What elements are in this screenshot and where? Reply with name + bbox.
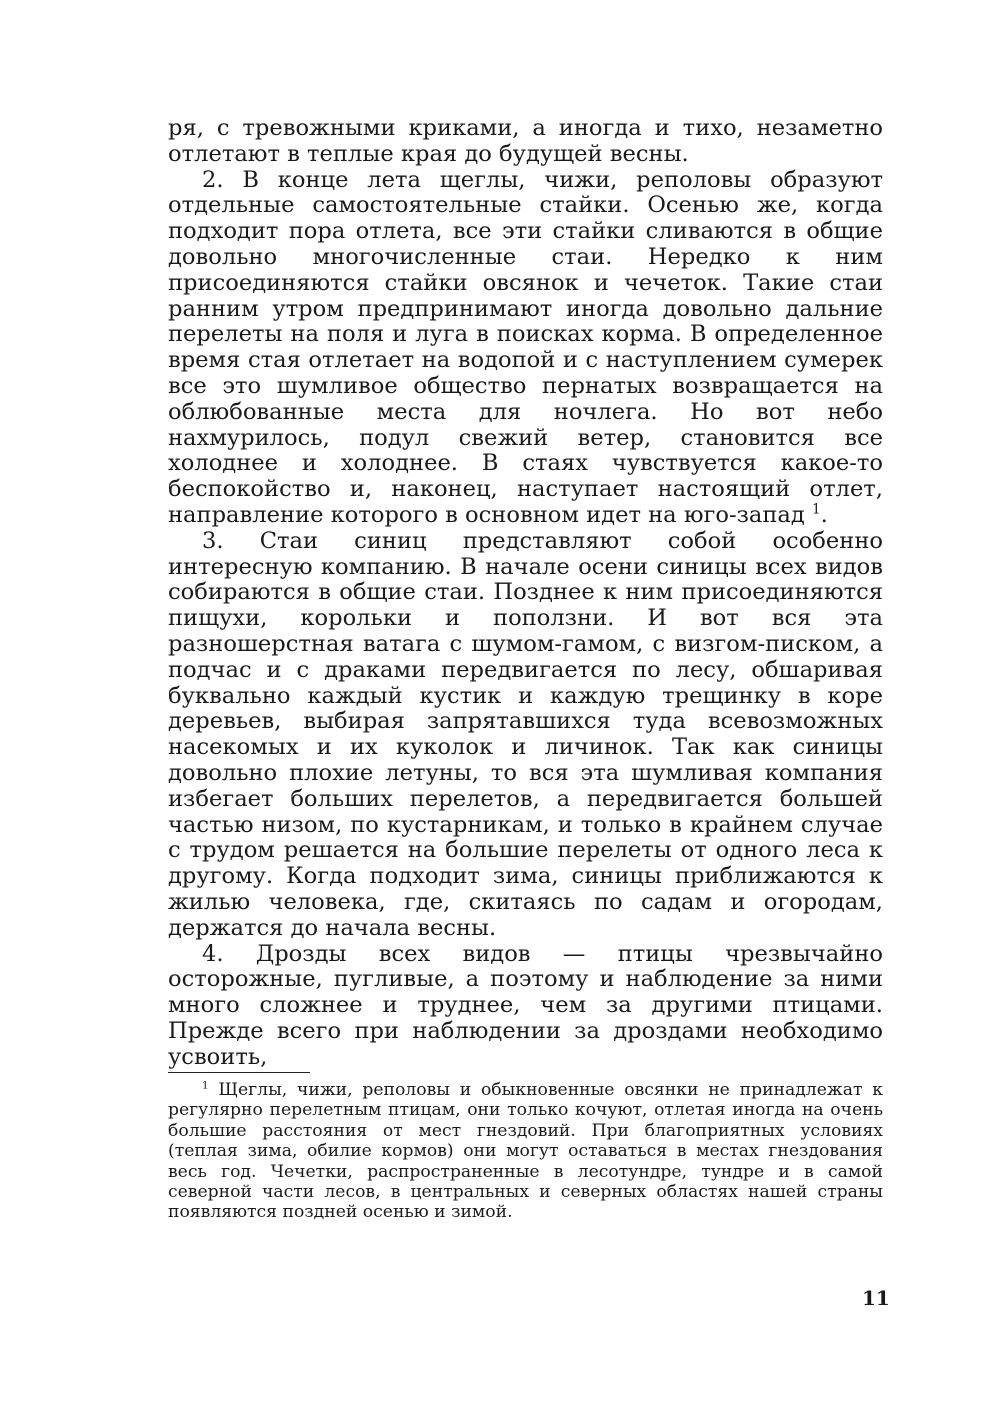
footnote-reference: 1	[812, 501, 821, 518]
footnote-divider	[168, 1072, 310, 1073]
footnote	[168, 1080, 883, 1223]
footnote-text: Щеглы, чижи, реполовы и обыкновенные овсянки не принадлежат к регулярно перелетным птицам, они только кочуют, отлетая иногда на очень большие расстояния от мест гнездовий. При благоприятных условиях (теплая зима, обилие кормов) они могут оставаться в местах гнездования весь год. Чечетки, распространенные в лесотундре, тундре и в самой северной части лесов, в центральных и северных областях нашей страны появляются поздней осенью и зимой.	[168, 1080, 883, 1223]
body-text	[168, 116, 883, 1070]
footnote-marker: 1	[202, 1079, 209, 1092]
paragraph-finches: 2. В конце лета щеглы, чижи, реполовы образуют отдельные самостоятельные стайки. Осенью же, когда подходит пора отлета, все эти стайки сливаются в общие довольно многочисленные стаи. Нередко к ним присоединяются стайки овсянок и чечеток. Такие стаи ранним утром предпринимают иногда довольно дальние перелеты на поля и луга в поисках корма. В определенное время стая отлетает на водопой и с наступлением сумерек все это шумливое общество пернатых возвращается на облюбованные места для ночлега. Но вот небо нахмурилось, подул свежий ветер, становится все холоднее и холоднее. В стаях чувствуется какое-то беспокойство и, наконец, наступает настоящий отлет, направление которого в основном идет на юго-запад $^1$.	[168, 166, 883, 528]
paragraph-continuation: ря, с тревожными криками, а иногда и тихо, незаметно отлетают в теплые края до будущей весны.	[168, 115, 883, 167]
paragraph-tits: 3. Стаи синиц представляют собой особенно интересную компанию. В начале осени синицы всех видов собираются в общие стаи. Позднее к ним присоединяются пищухи, корольки и поползни. И вот вся эта разношерстная ватага с шумом-гамом, с визгом-писком, а подчас и с драками передвигается по лесу, обшаривая буквально каждый кустик и каждую трещинку в коре деревьев, выбирая запрятавшихся туда всевозможных насекомых и их куколок и личинок. Так как синицы довольно плохие летуны, то вся эта шумливая компания избегает больших перелетов, а передвигается большей частью низом, по кустарникам, и только в крайнем случае с трудом решается на большие перелеты от одного леса к другому. Когда подходит зима, синицы приближаются к жилью человека, где, скитаясь по садам и огородам, держатся до начала весны.	[168, 527, 883, 941]
page-number: 11	[862, 1286, 890, 1310]
paragraph-thrushes: 4. Дрозды всех видов — птицы чрезвычайно осторожные, пугливые, а поэтому и наблюдение за ними много сложнее и труднее, чем за другими птицами. Прежде всего при наблюдении за дроздами необходимо усвоить,	[168, 940, 883, 1070]
